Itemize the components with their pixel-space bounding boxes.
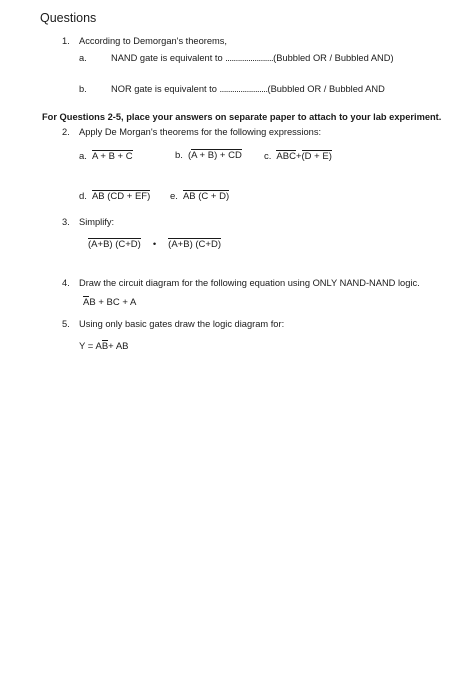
- q4-expression: [83, 296, 136, 308]
- q3-left-p4: D: [130, 239, 138, 250]
- q2a-expr-plus: +: [114, 151, 126, 162]
- q1b-blank: .......................: [219, 84, 268, 94]
- q2d-item: [79, 190, 150, 202]
- q2b-expr-overbar: [188, 150, 242, 161]
- q2c-expr-part1: ABC: [276, 151, 296, 162]
- q3-right-term: [168, 238, 221, 250]
- page-title: Questions: [40, 11, 97, 25]
- q1b-choice: (Bubbled OR / Bubbled AND: [267, 84, 385, 94]
- q3-left-p2: B: [103, 239, 110, 250]
- q2e-label: e.: [170, 191, 178, 202]
- q3-dot-operator: •: [152, 239, 157, 250]
- q4-number: 4.: [62, 278, 70, 288]
- q1b-label: b.: [79, 84, 87, 94]
- q2a-item: [79, 150, 133, 162]
- q2a-label: a.: [79, 151, 87, 162]
- instruction-text: For Questions 2-5, place your answers on separate paper to attach to your lab experiment.: [42, 112, 442, 122]
- q2b-expr-part3: CD: [228, 150, 242, 161]
- q2a-expr-overbar: [92, 150, 133, 162]
- q1a-line: [111, 53, 394, 63]
- q3-right-p4: D: [210, 239, 218, 250]
- q3-text: Simplify:: [79, 217, 115, 227]
- q2b-expr-part1: A: [191, 150, 197, 161]
- q1a-choice: (Bubbled OR / Bubbled AND): [273, 53, 394, 63]
- q2-number: 2.: [62, 127, 70, 137]
- q3-expression: [88, 238, 221, 250]
- q5-number: 5.: [62, 319, 70, 329]
- q3-number: 3.: [62, 217, 70, 227]
- q3-left-p5: ): [137, 239, 141, 250]
- q2b-label: b.: [175, 150, 183, 161]
- q2-text: Apply De Morgan's theorems for the following expressions:: [79, 127, 322, 137]
- q2e-expr-part3: ): [225, 191, 230, 202]
- q2c-item: [264, 150, 332, 162]
- q1a-text: NAND gate is equivalent to: [111, 53, 223, 63]
- q1-number: 1.: [62, 36, 70, 46]
- q1b-line: [111, 84, 385, 94]
- q3-left-term: [88, 238, 141, 250]
- q2e-expr-part1: AB (C +: [182, 191, 220, 202]
- q5-expr-part3: + AB: [108, 341, 129, 352]
- q5-expr-part1: Y = A: [79, 341, 102, 352]
- q2a-expr-part1: A + B: [91, 151, 115, 162]
- q4-expr-part2: B + BC + A: [89, 297, 137, 308]
- q5-expr-part2: B: [101, 341, 109, 352]
- q2c-label: c.: [264, 151, 272, 162]
- q4-text: Draw the circuit diagram for the following equation using ONLY NAND-NAND logic.: [79, 278, 420, 288]
- q4-expr-part1: A: [83, 297, 90, 308]
- q1-text: According to Demorgan's theorems,: [79, 36, 228, 46]
- q3-right-p5: ): [217, 239, 221, 250]
- q2e-expr-part2: D: [219, 191, 226, 202]
- q2b-expr-part2: + B) +: [196, 150, 229, 161]
- q1a-label: a.: [79, 53, 87, 63]
- q2c-expr-plus: +: [295, 151, 302, 162]
- q2c-expr-part3: + E): [311, 151, 332, 162]
- q3-left-p1: (A+: [88, 239, 104, 250]
- q2d-label: d.: [79, 191, 87, 202]
- q2e-expr-overbar: [183, 190, 229, 202]
- q2c-open: (: [301, 151, 305, 162]
- q2d-expr: AB (CD + EF): [91, 191, 151, 202]
- q2c-expr-part2: D: [304, 151, 312, 162]
- q5-text: Using only basic gates draw the logic diagram for:: [79, 319, 285, 329]
- q2b-item: [175, 150, 242, 161]
- q3-right-p1: (A+: [168, 239, 184, 250]
- q1b-text: NOR gate is equivalent to: [111, 84, 217, 94]
- q3-left-p3: ) (C+: [109, 239, 131, 250]
- q2a-expr-part2: C: [125, 151, 133, 162]
- q5-expression: [79, 340, 129, 352]
- q2c-expr-group: [302, 150, 332, 162]
- q2e-item: [170, 190, 229, 202]
- q1a-blank: .......................: [225, 53, 274, 63]
- q3-right-p2: B: [183, 239, 190, 250]
- q3-right-p3: ) (C+: [189, 239, 211, 250]
- q2b-open: (: [187, 150, 192, 161]
